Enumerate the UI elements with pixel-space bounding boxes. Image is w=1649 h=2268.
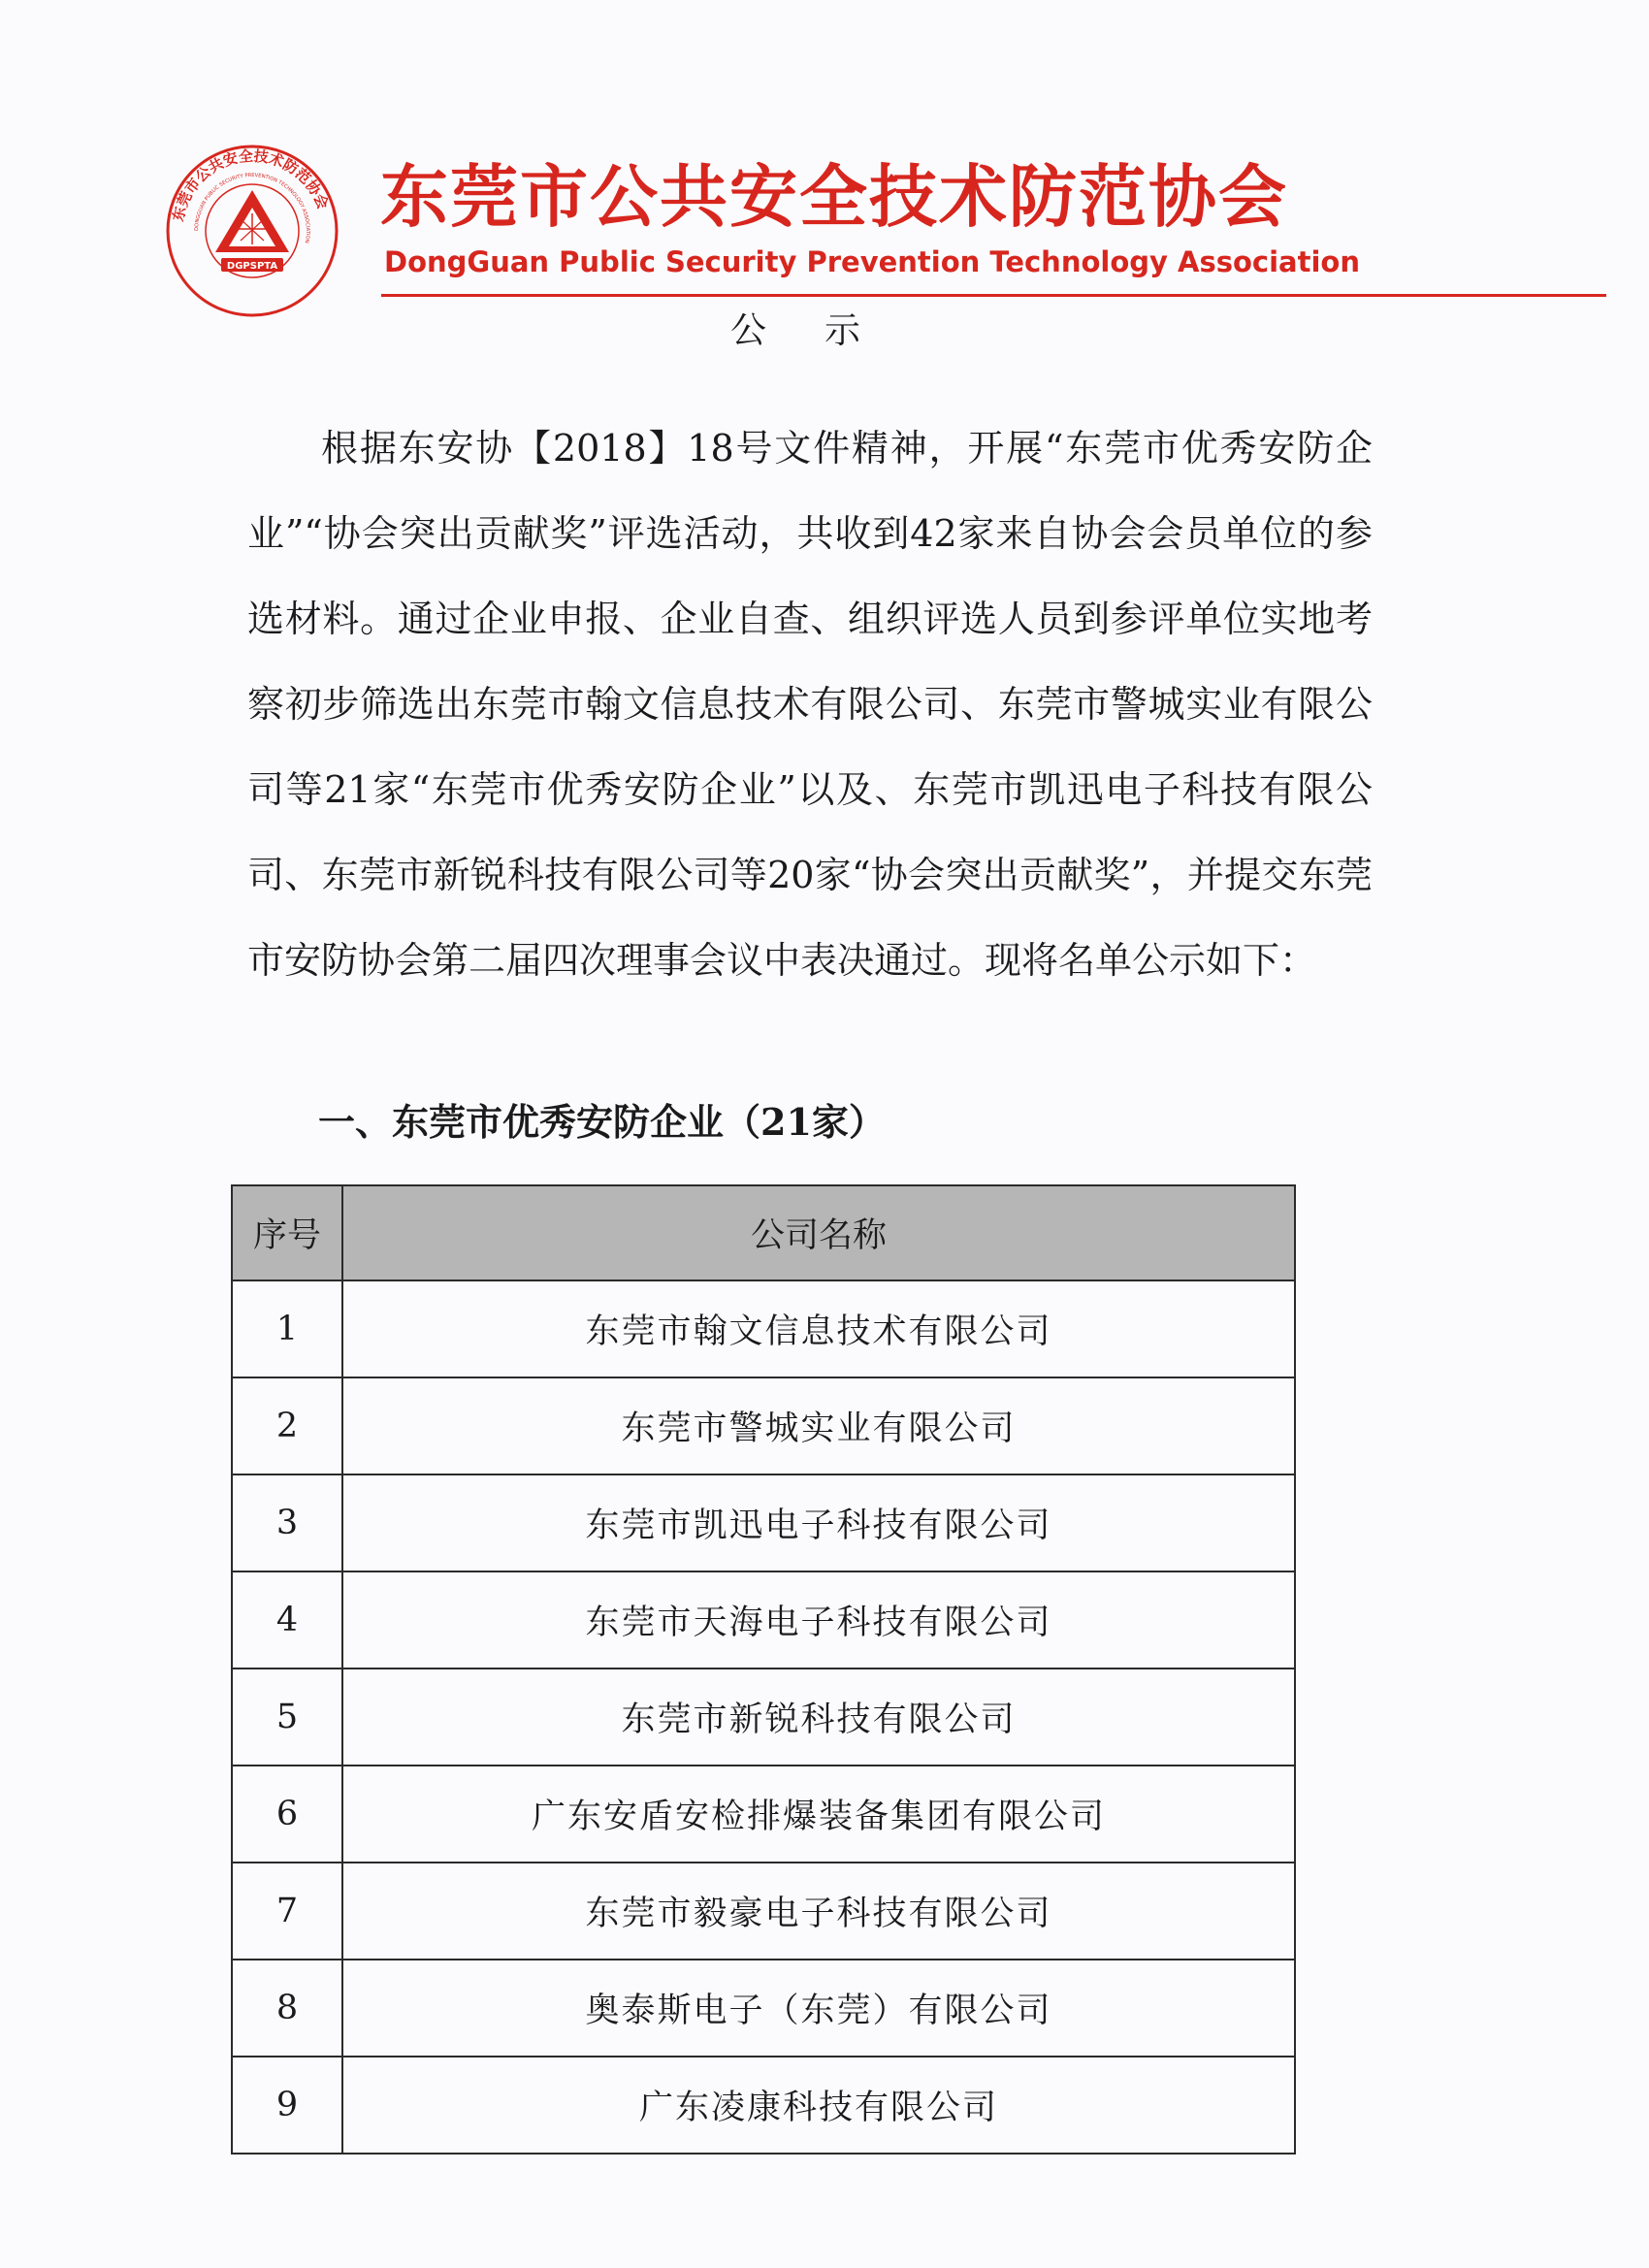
- table-row: [232, 1766, 1295, 1863]
- company-name: 东莞市凯迅电子科技有限公司: [342, 1474, 1295, 1571]
- table-row: [232, 1377, 1295, 1474]
- row-number: 6: [232, 1766, 342, 1863]
- company-name: 东莞市新锐科技有限公司: [342, 1669, 1295, 1766]
- row-number: 8: [232, 1960, 342, 2057]
- letterhead: [165, 144, 1610, 308]
- table-row: [232, 1863, 1295, 1960]
- row-number: 4: [232, 1571, 342, 1669]
- company-list-table: [231, 1184, 1296, 2155]
- announcement-paragraph: 根据东安协【2018】18号文件精神，开展“东莞市优秀安防企业”“协会突出贡献奖”评选活动，共收到42家来自协会会员单位的参选材料。通过企业申报、企业自查、组织评选人员到参评单位实地考察初步筛选出东莞市翰文信息技术有限公司、东莞市警城实业有限公司等21家“东莞市优秀安防企业”以及、东莞市凯迅电子科技有限公司、东莞市新锐科技有限公司等20家“协会突出贡献奖”，并提交东莞市安防协会第二届四次理事会议中表决通过。现将名单公示如下：: [247, 427, 1373, 982]
- letterhead-divider: [381, 294, 1606, 297]
- table-row: [232, 2057, 1295, 2154]
- row-number: 9: [232, 2057, 342, 2154]
- table-row: [232, 1571, 1295, 1669]
- organization-name-cn: 东莞市公共安全技术防范协会: [380, 157, 1288, 237]
- row-number: 7: [232, 1863, 342, 1960]
- row-number: 5: [232, 1669, 342, 1766]
- table-row: [232, 1960, 1295, 2057]
- row-number: 2: [232, 1377, 342, 1474]
- document-title: 公示: [730, 309, 919, 351]
- table-row: [232, 1280, 1295, 1377]
- organization-name-en: DongGuan Public Security Prevention Technology Association: [384, 245, 1360, 278]
- company-name: 东莞市天海电子科技有限公司: [342, 1571, 1295, 1669]
- section-heading: 一、东莞市优秀安防企业（21家）: [318, 1100, 886, 1144]
- row-number: 3: [232, 1474, 342, 1571]
- row-number: 1: [232, 1280, 342, 1377]
- table-row: [232, 1669, 1295, 1766]
- seal-ring-text: 东莞市公共安全技术防范协会: [169, 146, 333, 223]
- company-name: 东莞市翰文信息技术有限公司: [342, 1280, 1295, 1377]
- company-name: 东莞市警城实业有限公司: [342, 1377, 1295, 1474]
- column-header-number: 序号: [232, 1185, 342, 1280]
- table-row: [232, 1474, 1295, 1571]
- seal-inner-ring-text: DONGGUAN PUBLIC SECURITY PREVENTION TECHNOLOGY ASSOCIATION: [193, 172, 311, 244]
- association-seal-icon: [165, 144, 340, 318]
- company-name: 东莞市毅豪电子科技有限公司: [342, 1863, 1295, 1960]
- company-name: 广东安盾安检排爆装备集团有限公司: [342, 1766, 1295, 1863]
- column-header-company-name: 公司名称: [342, 1185, 1295, 1280]
- company-name: 奥泰斯电子（东莞）有限公司: [342, 1960, 1295, 2057]
- seal-abbreviation: DGPSPTA: [226, 261, 278, 272]
- company-name: 广东凌康科技有限公司: [342, 2057, 1295, 2154]
- table-header-row: [232, 1185, 1295, 1280]
